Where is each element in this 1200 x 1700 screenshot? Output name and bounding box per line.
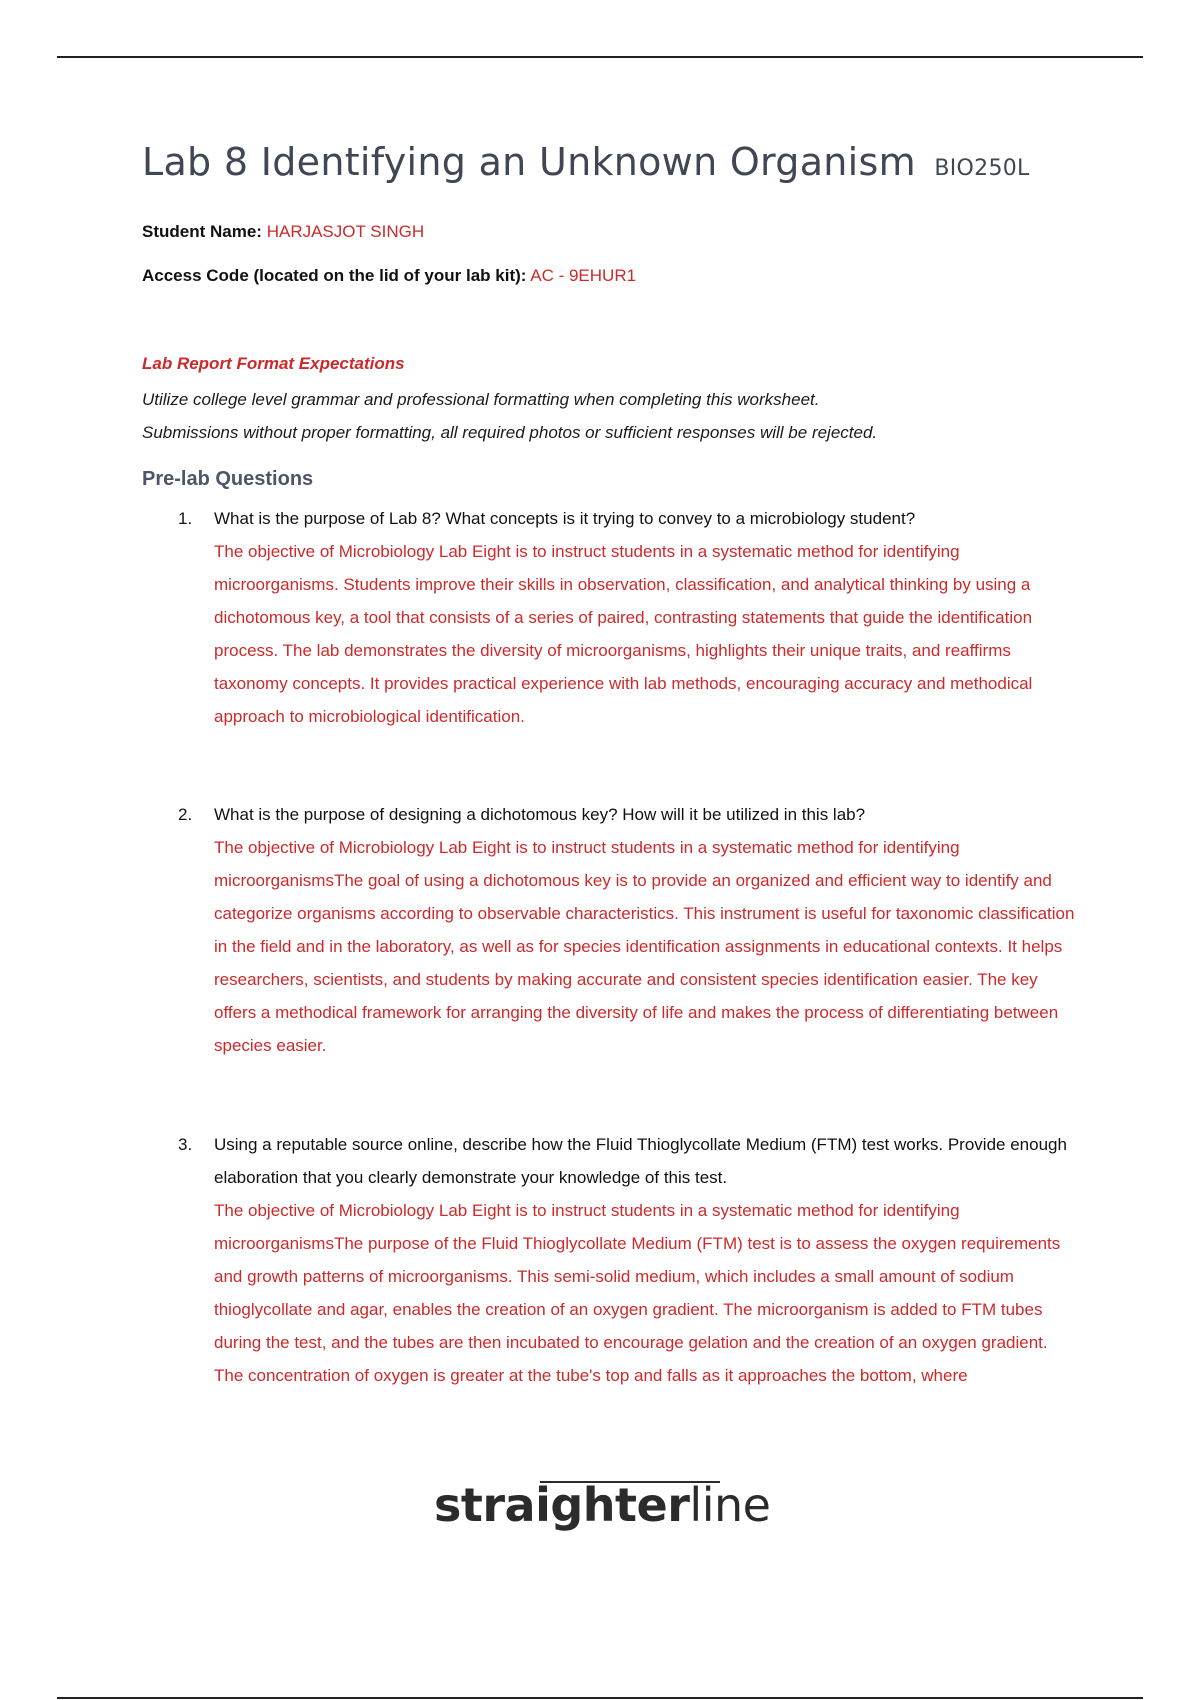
- format-heading: Lab Report Format Expectations: [142, 354, 405, 373]
- answer-text: The objective of Microbiology Lab Eight is to instruct students in a systematic method for identifying microorganisms. Students improve their skills in observation, classification, and analytical thinking by using a dichotomous key, a tool that consists of a series of paired, contrasting statements that guide the identification process. The lab demonstrates the diversity of microorganisms, highlights their unique traits, and reaffirms taxonomy concepts. It provides practical experience with lab methods, encouraging accuracy and methodical approach to microbiological identification.: [214, 542, 1033, 726]
- access-code-label: Access Code (located on the lid of your lab kit):: [142, 266, 527, 285]
- format-line-2: Submissions without proper formatting, all required photos or sufficient responses will be rejected.: [142, 423, 878, 442]
- title-text: Lab 8 Identifying an Unknown Organism: [142, 140, 916, 184]
- top-rule: [57, 56, 1143, 58]
- format-expectations: [142, 354, 1082, 449]
- question-item: [178, 798, 1078, 1062]
- document-body: [142, 140, 1082, 1385]
- logo-part-2: line: [689, 1478, 771, 1532]
- question-text: What is the purpose of designing a dichotomous key? How will it be utilized in this lab?: [214, 805, 866, 824]
- format-line-1: Utilize college level grammar and professional formatting when completing this worksheet.: [142, 390, 820, 409]
- answer-text: The objective of Microbiology Lab Eight is to instruct students in a systematic method for identifying microorganismsThe purpose of the Fluid Thioglycollate Medium (FTM) test is to assess the oxygen requirements and growth patterns of microorganisms. This semi-solid medium, which includes a small amount of sodium thioglycollate and agar, enables the creation of an oxygen gradient. The microorganism is added to FTM tubes during the test, and the tubes are then incubated to encourage gelation and the creation of an oxygen gradient. The concentration of oxygen is greater at the tube's top and falls as it approaches the bottom, where: [214, 1201, 1061, 1385]
- question-number: 1.: [178, 509, 193, 528]
- question-item: [178, 1128, 1078, 1392]
- answer-text: The objective of Microbiology Lab Eight is to instruct students in a systematic method for identifying microorganismsThe goal of using a dichotomous key is to provide an organized and efficient way to identify and categorize organisms according to observable characteristics. This instrument is useful for taxonomic classification in the field and in the laboratory, as well as for species identification assignments in educational contexts. It helps researchers, scientists, and students by making accurate and consistent species identification easier. The key offers a methodical framework for arranging the diversity of life and makes the process of differentiating between species easier.: [214, 838, 1075, 1055]
- access-code-field: [142, 266, 636, 286]
- student-name-label: Student Name:: [142, 222, 262, 241]
- question-number: 2.: [178, 805, 193, 824]
- question-item: [178, 502, 1078, 733]
- logo-part-1: straighter: [434, 1478, 690, 1532]
- question-number: 3.: [178, 1135, 193, 1154]
- access-code-value: AC - 9EHUR1: [530, 266, 637, 285]
- course-code: BIO250L: [934, 156, 1030, 181]
- straighterline-logo: [434, 1478, 770, 1532]
- document-title: [142, 140, 1082, 184]
- question-text: Using a reputable source online, describe how the Fluid Thioglycollate Medium (FTM) test works. Provide enough elaboration that you clearly demonstrate your knowledge of this test.: [214, 1135, 1067, 1187]
- bottom-rule: [57, 1697, 1143, 1699]
- student-name-field: [142, 222, 424, 242]
- student-name-value: HARJASJOT SINGH: [266, 222, 425, 241]
- question-text: What is the purpose of Lab 8? What concepts is it trying to convey to a microbiology student?: [214, 509, 916, 528]
- section-heading: Pre-lab Questions: [142, 468, 314, 490]
